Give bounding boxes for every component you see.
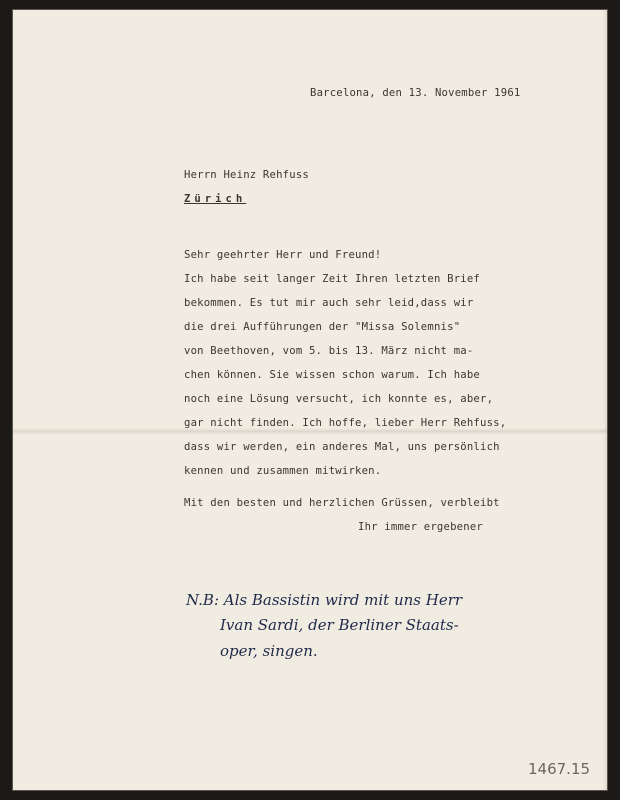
body-line: noch eine Lösung versucht, ich konnte es, aber, [184,393,494,405]
closing-line: Mit den besten und herzlichen Grüssen, verbleibt [184,497,500,509]
body-line: Ich habe seit langer Zeit Ihren letzten Brief [184,273,481,285]
body-line: von Beethoven, vom 5. bis 13. März nicht ma- [184,345,474,357]
recipient-city: Zürich [184,193,247,205]
postscript-line: oper, singen. [220,642,318,660]
body-line: chen können. Sie wissen schon warum. Ich habe [184,369,481,381]
salutation: Sehr geehrter Herr und Freund! [184,249,382,261]
body-line: bekommen. Es tut mir auch sehr leid,dass wir [184,297,474,309]
body-line: kennen und zusammen mitwirken. [184,465,382,477]
recipient-name: Herrn Heinz Rehfuss [184,169,309,181]
letter-page [12,9,608,791]
closing-sign: Ihr immer ergebener [358,521,483,533]
archive-number: 1467.15 [528,760,591,778]
postscript-line: Ivan Sardi, der Berliner Staats- [220,616,459,634]
letter-date: Barcelona, den 13. November 1961 [310,87,521,99]
body-line: gar nicht finden. Ich hoffe, lieber Herr Rehfuss, [184,417,507,429]
body-line: die drei Aufführungen der "Missa Solemnis" [184,321,461,333]
body-line: dass wir werden, ein anderes Mal, uns persönlich [184,441,500,453]
postscript-line: N.B: Als Bassistin wird mit uns Herr [186,591,463,609]
